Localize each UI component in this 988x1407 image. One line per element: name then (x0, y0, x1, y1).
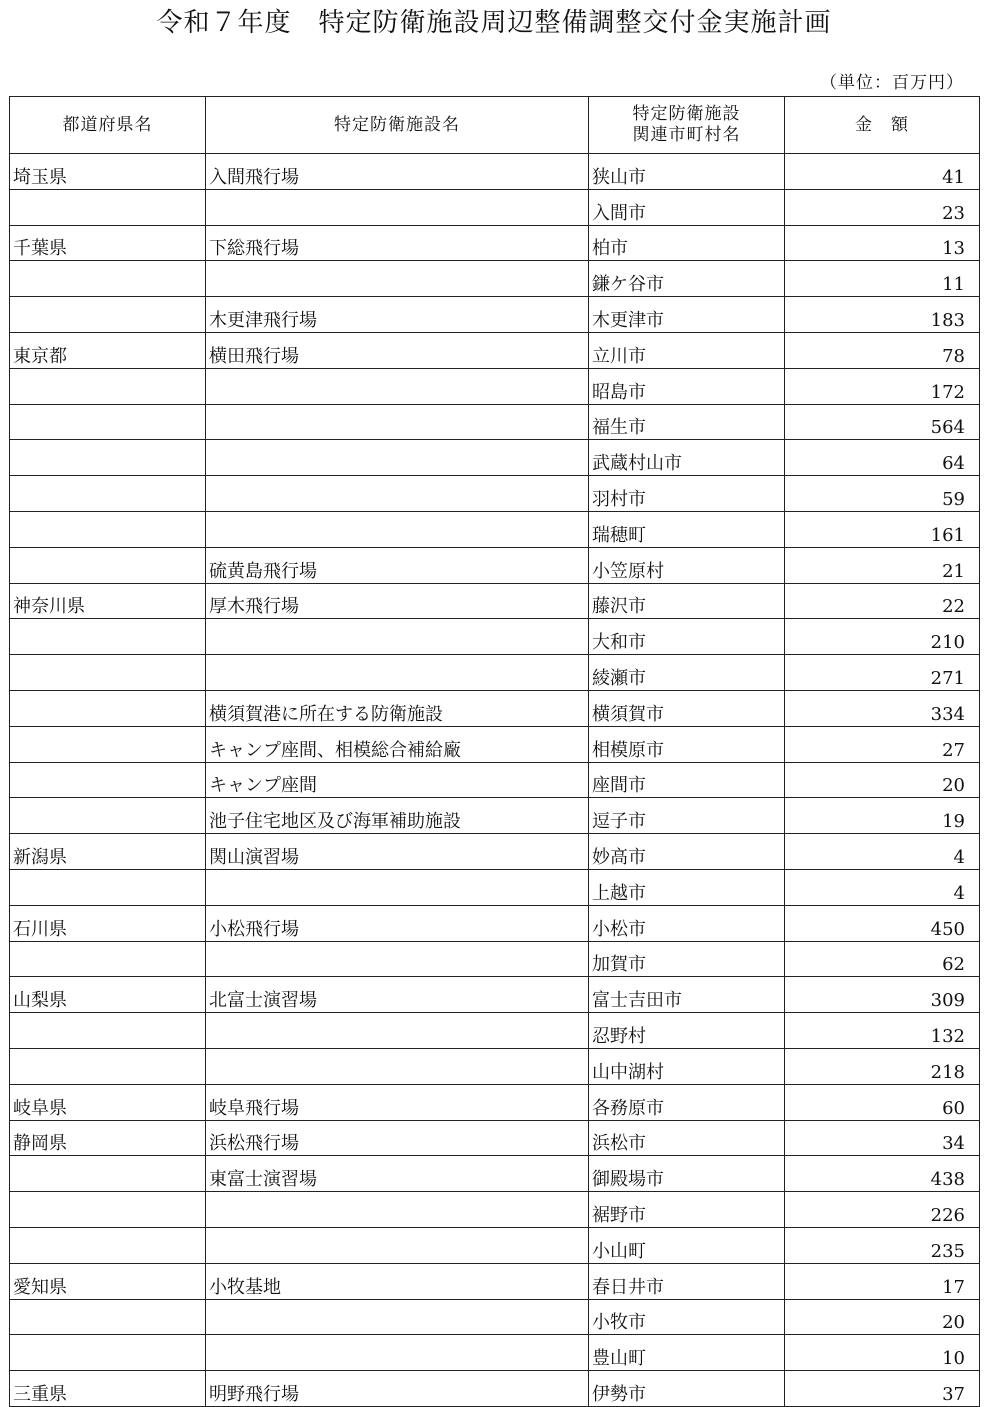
cell-municipality: 上越市 (589, 869, 785, 905)
cell-facility: キャンプ座間 (206, 762, 589, 798)
table-row (10, 332, 980, 368)
cell-municipality: 浜松市 (589, 1120, 785, 1156)
table-row (10, 476, 980, 512)
table-row (10, 1156, 980, 1192)
table-row (10, 154, 980, 190)
cell-prefecture (10, 1299, 206, 1335)
cell-facility (206, 440, 589, 476)
cell-prefecture: 山梨県 (10, 977, 206, 1013)
table-row (10, 189, 980, 225)
cell-municipality: 狭山市 (589, 154, 785, 190)
table-row (10, 368, 980, 404)
cell-municipality: 立川市 (589, 332, 785, 368)
cell-municipality: 藤沢市 (589, 583, 785, 619)
header-municipality (589, 97, 785, 154)
table-row (10, 1335, 980, 1371)
table-row (10, 1263, 980, 1299)
cell-prefecture: 三重県 (10, 1371, 206, 1407)
cell-amount: 132 (785, 1013, 980, 1049)
cell-prefecture (10, 1013, 206, 1049)
table-header (10, 97, 980, 154)
cell-facility: 横田飛行場 (206, 332, 589, 368)
cell-prefecture (10, 511, 206, 547)
cell-prefecture: 新潟県 (10, 834, 206, 870)
cell-prefecture (10, 547, 206, 583)
cell-facility: 硫黄島飛行場 (206, 547, 589, 583)
cell-facility (206, 941, 589, 977)
cell-facility (206, 404, 589, 440)
cell-prefecture: 岐阜県 (10, 1084, 206, 1120)
cell-amount: 438 (785, 1156, 980, 1192)
cell-amount: 19 (785, 798, 980, 834)
unit-label: （単位：百万円） (820, 73, 964, 93)
table-row (10, 619, 980, 655)
table-body (10, 154, 980, 1407)
cell-amount: 13 (785, 225, 980, 261)
cell-amount: 4 (785, 834, 980, 870)
cell-municipality: 富士吉田市 (589, 977, 785, 1013)
table-row (10, 834, 980, 870)
cell-facility (206, 368, 589, 404)
cell-municipality: 相模原市 (589, 726, 785, 762)
cell-municipality: 木更津市 (589, 297, 785, 333)
cell-prefecture (10, 655, 206, 691)
cell-prefecture: 東京都 (10, 332, 206, 368)
table-row (10, 511, 980, 547)
cell-amount: 10 (785, 1335, 980, 1371)
cell-amount: 218 (785, 1048, 980, 1084)
table-row (10, 798, 980, 834)
cell-facility: 東富士演習場 (206, 1156, 589, 1192)
cell-facility (206, 476, 589, 512)
cell-prefecture (10, 762, 206, 798)
cell-amount: 59 (785, 476, 980, 512)
cell-amount: 21 (785, 547, 980, 583)
cell-facility (206, 1192, 589, 1228)
table-row (10, 905, 980, 941)
cell-municipality: 大和市 (589, 619, 785, 655)
cell-amount: 334 (785, 690, 980, 726)
cell-prefecture (10, 261, 206, 297)
cell-facility (206, 1227, 589, 1263)
cell-municipality: 妙高市 (589, 834, 785, 870)
table-row (10, 225, 980, 261)
cell-facility: 小牧基地 (206, 1263, 589, 1299)
table-row (10, 547, 980, 583)
cell-municipality: 伊勢市 (589, 1371, 785, 1407)
cell-prefecture (10, 1335, 206, 1371)
cell-amount: 210 (785, 619, 980, 655)
cell-municipality: 瑞穂町 (589, 511, 785, 547)
table-row (10, 1227, 980, 1263)
cell-amount: 235 (785, 1227, 980, 1263)
header-municipality-line2: 関連市町村名 (632, 125, 741, 145)
cell-prefecture (10, 404, 206, 440)
cell-amount: 60 (785, 1084, 980, 1120)
cell-municipality: 小山町 (589, 1227, 785, 1263)
cell-municipality: 裾野市 (589, 1192, 785, 1228)
cell-prefecture (10, 1192, 206, 1228)
cell-prefecture (10, 690, 206, 726)
cell-amount: 62 (785, 941, 980, 977)
cell-municipality: 昭島市 (589, 368, 785, 404)
cell-facility: 下総飛行場 (206, 225, 589, 261)
cell-prefecture (10, 726, 206, 762)
header-municipality-line1: 特定防衛施設 (632, 104, 741, 124)
cell-facility (206, 189, 589, 225)
cell-prefecture (10, 1156, 206, 1192)
cell-prefecture (10, 440, 206, 476)
allocation-table (9, 96, 980, 1407)
cell-facility: 明野飛行場 (206, 1371, 589, 1407)
cell-municipality: 各務原市 (589, 1084, 785, 1120)
table-row (10, 1192, 980, 1228)
cell-amount: 27 (785, 726, 980, 762)
header-row (10, 97, 980, 154)
cell-facility (206, 511, 589, 547)
cell-amount: 11 (785, 261, 980, 297)
cell-municipality: 福生市 (589, 404, 785, 440)
cell-amount: 37 (785, 1371, 980, 1407)
cell-amount: 161 (785, 511, 980, 547)
cell-facility: 小松飛行場 (206, 905, 589, 941)
cell-municipality: 柏市 (589, 225, 785, 261)
table-row (10, 726, 980, 762)
cell-prefecture: 愛知県 (10, 1263, 206, 1299)
cell-amount: 450 (785, 905, 980, 941)
cell-prefecture (10, 297, 206, 333)
cell-facility: 入間飛行場 (206, 154, 589, 190)
cell-prefecture: 埼玉県 (10, 154, 206, 190)
cell-prefecture: 石川県 (10, 905, 206, 941)
cell-prefecture (10, 368, 206, 404)
cell-facility (206, 655, 589, 691)
table-row (10, 440, 980, 476)
cell-municipality: 逗子市 (589, 798, 785, 834)
cell-amount: 271 (785, 655, 980, 691)
cell-amount: 64 (785, 440, 980, 476)
cell-municipality: 春日井市 (589, 1263, 785, 1299)
table-row (10, 404, 980, 440)
table-row (10, 941, 980, 977)
header-prefecture: 都道府県名 (10, 97, 206, 154)
cell-facility: 北富士演習場 (206, 977, 589, 1013)
cell-amount: 183 (785, 297, 980, 333)
cell-amount: 23 (785, 189, 980, 225)
cell-facility (206, 1335, 589, 1371)
table-row (10, 655, 980, 691)
cell-prefecture: 静岡県 (10, 1120, 206, 1156)
cell-facility (206, 869, 589, 905)
cell-municipality: 綾瀬市 (589, 655, 785, 691)
cell-amount: 78 (785, 332, 980, 368)
cell-amount: 20 (785, 762, 980, 798)
cell-prefecture (10, 941, 206, 977)
cell-municipality: 座間市 (589, 762, 785, 798)
document-title: 令和７年度 特定防衛施設周辺整備調整交付金実施計画 (156, 8, 832, 38)
table-row (10, 297, 980, 333)
cell-amount: 4 (785, 869, 980, 905)
cell-facility: 浜松飛行場 (206, 1120, 589, 1156)
table-row (10, 1084, 980, 1120)
cell-facility (206, 1013, 589, 1049)
cell-amount: 564 (785, 404, 980, 440)
cell-prefecture (10, 189, 206, 225)
cell-amount: 22 (785, 583, 980, 619)
table-row (10, 261, 980, 297)
cell-prefecture: 千葉県 (10, 225, 206, 261)
cell-amount: 34 (785, 1120, 980, 1156)
cell-facility (206, 1048, 589, 1084)
header-amount: 金 額 (785, 97, 980, 154)
cell-amount: 41 (785, 154, 980, 190)
cell-facility (206, 261, 589, 297)
table-row (10, 583, 980, 619)
cell-prefecture (10, 476, 206, 512)
cell-amount: 226 (785, 1192, 980, 1228)
cell-facility: 厚木飛行場 (206, 583, 589, 619)
cell-municipality: 山中湖村 (589, 1048, 785, 1084)
cell-prefecture (10, 798, 206, 834)
cell-facility: 岐阜飛行場 (206, 1084, 589, 1120)
table-row (10, 1120, 980, 1156)
cell-municipality: 小笠原村 (589, 547, 785, 583)
header-facility: 特定防衛施設名 (206, 97, 589, 154)
cell-municipality: 羽村市 (589, 476, 785, 512)
cell-prefecture: 神奈川県 (10, 583, 206, 619)
cell-facility: 木更津飛行場 (206, 297, 589, 333)
cell-municipality: 御殿場市 (589, 1156, 785, 1192)
cell-amount: 17 (785, 1263, 980, 1299)
cell-municipality: 入間市 (589, 189, 785, 225)
cell-facility (206, 619, 589, 655)
table-row (10, 762, 980, 798)
cell-municipality: 忍野村 (589, 1013, 785, 1049)
cell-facility (206, 1299, 589, 1335)
cell-municipality: 横須賀市 (589, 690, 785, 726)
cell-amount: 172 (785, 368, 980, 404)
cell-municipality: 豊山町 (589, 1335, 785, 1371)
table-row (10, 1048, 980, 1084)
table-row (10, 869, 980, 905)
cell-municipality: 鎌ケ谷市 (589, 261, 785, 297)
cell-facility: 横須賀港に所在する防衛施設 (206, 690, 589, 726)
cell-municipality: 小松市 (589, 905, 785, 941)
cell-municipality: 武蔵村山市 (589, 440, 785, 476)
cell-prefecture (10, 1227, 206, 1263)
cell-facility: 池子住宅地区及び海軍補助施設 (206, 798, 589, 834)
cell-prefecture (10, 1048, 206, 1084)
table-row (10, 1371, 980, 1407)
cell-municipality: 加賀市 (589, 941, 785, 977)
cell-amount: 20 (785, 1299, 980, 1335)
cell-prefecture (10, 619, 206, 655)
table-row (10, 1299, 980, 1335)
cell-amount: 309 (785, 977, 980, 1013)
table-row (10, 1013, 980, 1049)
cell-facility: キャンプ座間、相模総合補給廠 (206, 726, 589, 762)
table-row (10, 977, 980, 1013)
table-row (10, 690, 980, 726)
cell-municipality: 小牧市 (589, 1299, 785, 1335)
cell-prefecture (10, 869, 206, 905)
cell-facility: 関山演習場 (206, 834, 589, 870)
